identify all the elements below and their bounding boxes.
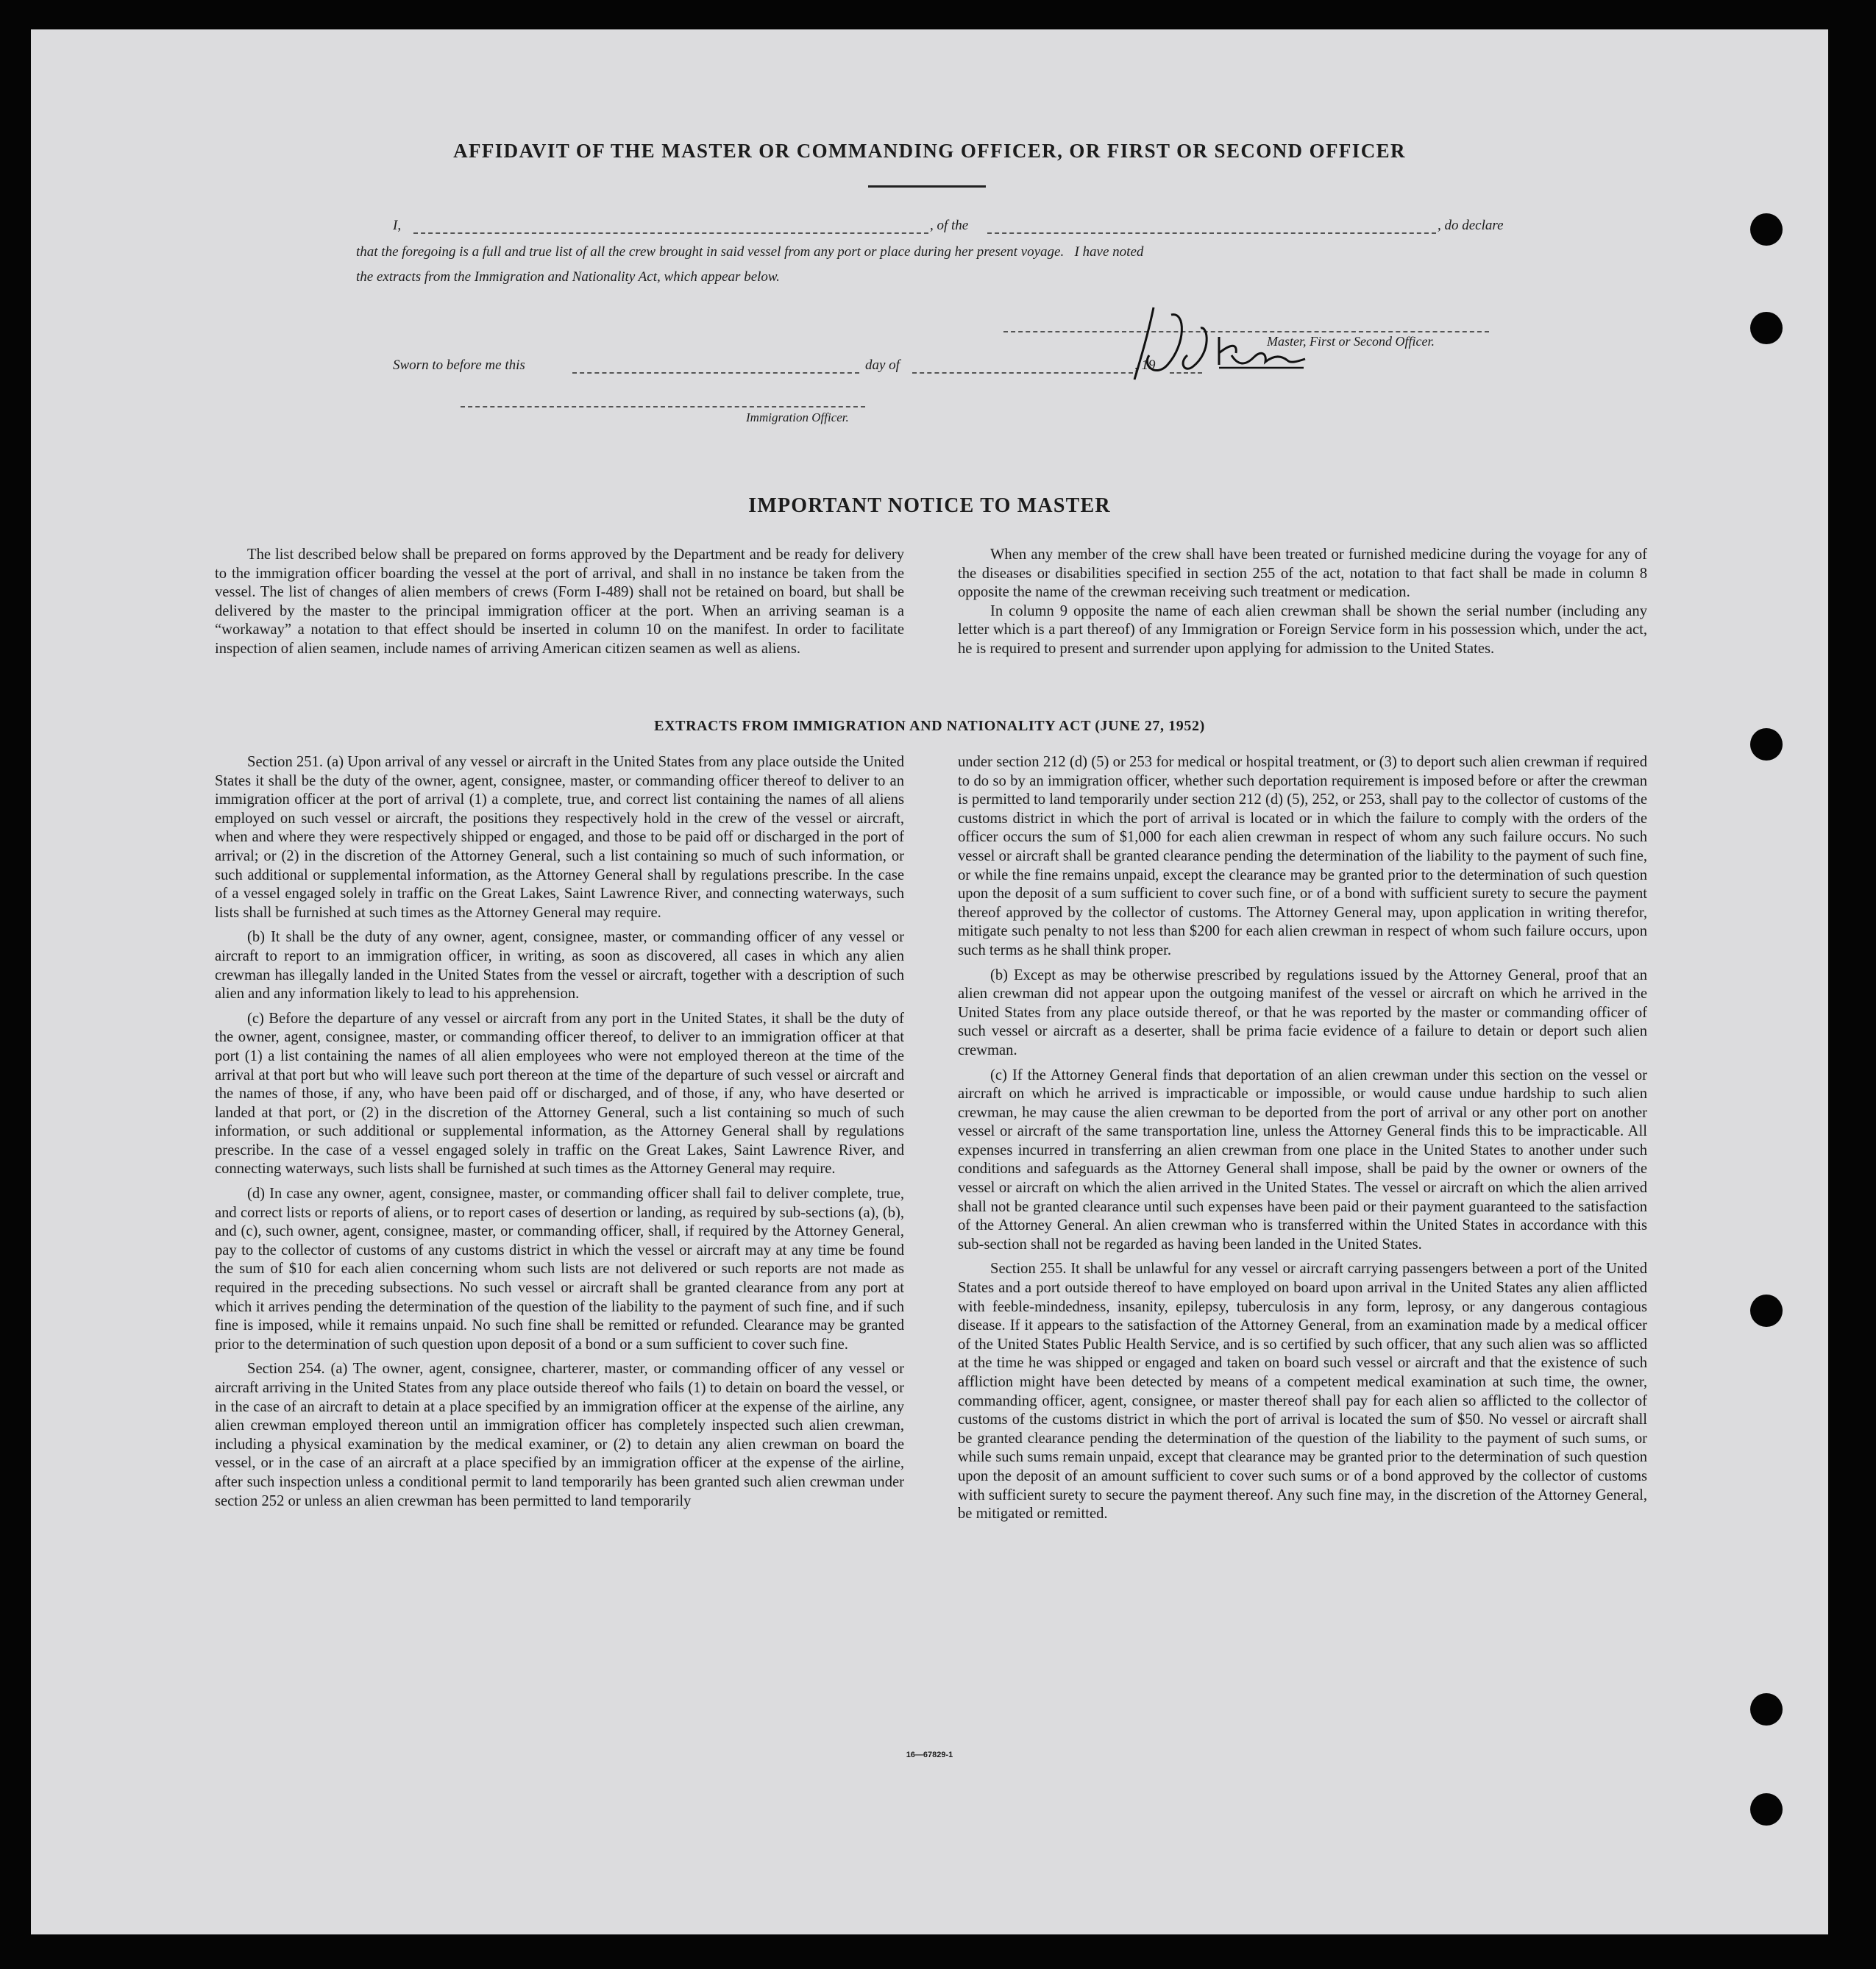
sworn-label: Sworn to before me this xyxy=(393,357,525,373)
notice-left-paragraph: The list described below shall be prepared on forms approved by the Department and be ready for delivery to the immigration officer boarding the vessel at the port of arrival, and shall in no instance be taken from the vessel. The list of changes of alien members of crews (Form I-489) shall not be retained on board, but shall be delivered by the master to the principal immigration officer at the port. When an arriving seaman is a “workaway” a notation to that effect should be inserted in column 10 on the manifest. In order to facilitate inspection of alien seamen, include names of arriving American citizen seamen as well as aliens. xyxy=(215,546,904,657)
section-255: Section 255. It shall be unlawful for any vessel or aircraft carrying passengers between a port of the United States and a port outside thereof to have employed on board upon arrival in the United States any alien afflicted with feeble-mindedness, insanity, epilepsy, tuberculosis in any form, leprosy, or any dangerous contagious disease. If it appears to the satisfaction of the Attorney General, from an examination made by a medical officer of the United States Public Health Service, and is so certified by such officer, that any such alien was so afflicted at the time he was shipped or engaged and taken on board such vessel or aircraft and that the existence of such affliction might have been detected by means of a competent medical examination at such time, the owner, commanding officer, agent, consignee, or master thereof shall pay for each alien so afflicted to the collector of customs of the customs district in which the port of arrival is located the sum of $50. No vessel or aircraft shall be granted clearance pending the determination of the question of the liability to the payment of such sums, or while such sums remain unpaid, except that clearance may be granted prior to the determination of such question upon the deposit of an amount sufficient to cover such sums or of a bond approved by the collector of customs with sufficient surety to secure the payment thereof. Any such fine may, in the discretion of the Attorney General, be mitigated or remitted. xyxy=(958,1261,1647,1523)
month-field-line xyxy=(912,372,1133,374)
notice-right-paragraph-2: In column 9 opposite the name of each alien crewman shall be shown the serial number (including any letter which is a part thereof) of any Immigration or Foreign Service form in his possession which, under the act, he is required to present and surrender upon applying for admission to the United States. xyxy=(958,602,1647,657)
punch-hole-6 xyxy=(1750,1793,1783,1826)
extracts-title: EXTRACTS FROM IMMIGRATION AND NATIONALITY ACT (JUNE 27, 1952) xyxy=(654,718,1205,734)
section-251-b: (b) It shall be the duty of any owner, agent, consignee, master, or commanding officer of any vessel or aircraft to report to an immigration officer, in writing, as soon as discovered, all cases in which any alien crewman has illegally landed in the United States from the vessel or aircraft, together with a description of such alien and any information likely to lead to his apprehension. xyxy=(215,929,904,1003)
extracts-right-column xyxy=(958,753,1647,1530)
section-251-a: Section 251. (a) Upon arrival of any vessel or aircraft in the United States from any place outside the United States it shall be the duty of the owner, agent, consignee, master, or commanding officer thereof to deliver to an immigration officer at the port of arrival (1) a complete, true, and correct list containing the names of all aliens employed on such vessel or aircraft, the positions they respectively hold in the crew of the vessel or aircraft, when and where they were respectively shipped or engaged, and those to be paid off or discharged in the port of arrival; or (2) in the discretion of the Attorney General, such a list containing so much of such information, or such additional or supplemental information, as the Attorney General shall by regulations prescribe. In the case of a vessel engaged solely in traffic on the Great Lakes, Saint Lawrence River, and connecting waterways, such lists shall be furnished at such times as the Attorney General may require. xyxy=(215,754,904,921)
section-254-b: (b) Except as may be otherwise prescribed by regulations issued by the Attorney General, proof that an alien crewman did not appear upon the outgoing manifest of the vessel or aircraft on which he arrived in the United States from any place outside thereof, or that he was reported by the master or commanding officer of such vessel or aircraft as a deserter, shall be prima facie evidence of a failure to detain or deport such alien crewman. xyxy=(958,966,1647,1058)
affidavit-statement-line-2: that the foregoing is a full and true list of all the crew brought in said vessel from any port or place during her present voyage. I have noted xyxy=(356,244,1144,260)
vessel-field-line xyxy=(987,232,1436,234)
immigration-officer-caption: Immigration Officer. xyxy=(746,410,849,424)
affidavit-i-label: I, xyxy=(393,218,402,233)
notice-title: IMPORTANT NOTICE TO MASTER xyxy=(748,494,1111,517)
section-254-a-continued: under section 212 (d) (5) or 253 for medical or hospital treatment, or (3) to deport such alien crewman if required to do so by an immigration officer, whether such deportation requirement is imposed before or after the crewman is permitted to land temporarily under section 212 (d) (5), 252, or 253, shall pay to the collector of customs of the customs district in which the port of arrival is located or in which the failure to comply with the orders of the officer occurs the sum of $1,000 for each alien crewman in respect of whom any such failure occurs. No such vessel or aircraft shall be granted clearance pending the determination of the liability to the payment of such fine, or while the fine remains unpaid, except the clearance may be granted prior to the determination of such question upon the deposit of a sum sufficient to cover such fine, or of a bond with sufficient surety to secure the payment thereof approved by the collector of customs. The Attorney General may, upon application in writing therefor, mitigate such penalty to not less than $200 for each alien crewman in respect of whom such failure occurs, upon such terms as he shall think proper. xyxy=(958,754,1647,958)
punch-hole-1 xyxy=(1750,213,1783,246)
title-divider xyxy=(868,185,986,188)
punch-hole-5 xyxy=(1750,1693,1783,1726)
sworn-day-field-line xyxy=(572,372,859,374)
section-254-a: Section 254. (a) The owner, agent, consignee, charterer, master, or commanding officer of any vessel or aircraft arriving in the United States from any place outside thereof who fails (1) to detain on board the vessel, or in the case of an aircraft to detain at a place specified by an immigration officer at the expense of the airline, any alien crewman employed thereon until an immigration officer has completely inspected such alien crewman, including a physical examination by the medical examiner, or (2) to detain any alien crewman on board the vessel, or in the case of an aircraft at a place specified by an immigration officer at the expense of the airline, after such inspection unless a conditional permit to land temporarily has been granted such alien crewman under section 252 or unless an alien crewman has been permitted to land temporarily xyxy=(215,1361,904,1509)
name-field-line xyxy=(413,232,928,234)
notice-left-column xyxy=(215,546,904,659)
notice-right-column xyxy=(958,546,1647,659)
signer-caption: Master, First or Second Officer. xyxy=(1267,334,1435,349)
day-of-label: day of xyxy=(865,357,900,373)
extracts-left-column xyxy=(215,753,904,1517)
section-251-d: (d) In case any owner, agent, consignee, master, or commanding officer shall fail to deliver complete, true, and correct lists or reports of aliens, or to report cases of desertion or landing, as required by sub-sections (a), (b), and (c), such owner, agent, consignee, master, or commanding officer, shall, if required by the Attorney General, pay to the collector of customs of any customs district in which the vessel or aircraft may at any time be found the sum of $10 for each alien concerning whom such lists are not delivered or such reports are not made as required in the preceding subsections. No such vessel or aircraft shall be granted clearance from any port at which it arrives pending the determination of the question of the liability to the payment of such fine, and if such fine is imposed, while it remains unpaid. No such fine shall be remitted or refunded. Clearance may be granted prior to the determination of such question upon deposit of a bond or a sum sufficient to cover such fine. xyxy=(215,1186,904,1353)
affidavit-title: AFFIDAVIT OF THE MASTER OR COMMANDING OFFICER, OR FIRST OR SECOND OFFICER xyxy=(453,140,1406,162)
section-251-c: (c) Before the departure of any vessel or aircraft from any port in the United States, it shall be the duty of the owner, agent, consignee, master, or commanding officer thereof, to deliver to an immigration officer at that port (1) a list containing the names of all alien employees who were not employed thereon at the time of the arrival at that port but who will leave such port thereon at the time of the departure of such vessel or aircraft and the names of those, if any, who have been paid off or discharged, and of those, if any, who have deserted or landed at that port, or (2) in the discretion of the Attorney General, such a list containing so much of such information, or such additional or supplemental information, as the Attorney General shall by regulations prescribe. In the case of a vessel engaged solely in traffic on the Great Lakes, Saint Lawrence River, and connecting waterways, such lists shall be furnished at such times as the Attorney General may require. xyxy=(215,1010,904,1178)
affidavit-of-the-label: , of the xyxy=(930,218,969,233)
year-label: , 19 xyxy=(1134,357,1156,373)
notice-right-paragraph-1: When any member of the crew shall have been treated or furnished medicine during the voyage for any of the diseases or disabilities specified in section 255 of the act, notation to that fact shall be made in column 8 opposite the name of the crewman receiving such treatment or medication. xyxy=(958,546,1647,601)
document-page xyxy=(31,29,1828,1934)
form-code: 16—67829-1 xyxy=(906,1751,953,1759)
punch-hole-4 xyxy=(1750,1295,1783,1327)
immigration-officer-line xyxy=(461,406,865,407)
affidavit-statement-line-3: the extracts from the Immigration and Nationality Act, which appear below. xyxy=(356,269,780,285)
punch-hole-2 xyxy=(1750,312,1783,344)
year-field-line xyxy=(1170,372,1202,374)
affidavit-declare-label: , do declare xyxy=(1438,218,1504,233)
section-254-c: (c) If the Attorney General finds that deportation of an alien crewman under this section on the vessel or aircraft on which he arrived is impracticable or impossible, or would cause undue hardship to such alien crewman, he may cause the alien crewman to be deported from the port of arrival or any other port on another vessel or aircraft of the same transportation line, unless the Attorney General finds this to be impracticable. All expenses incurred in transferring an alien crewman from one place in the United States to another under such conditions and safeguards as the Attorney General shall impose, shall be paid by the owner or owners of the vessel or aircraft on which the alien arrived in the United States. The vessel or aircraft on which the alien arrived shall not be granted clearance until such expenses have been paid or their payment guaranteed to the satisfaction of the Attorney General. An alien crewman who is transferred within the United States in accordance with this sub-section shall not be regarded as having been landed in the United States. xyxy=(958,1067,1647,1253)
